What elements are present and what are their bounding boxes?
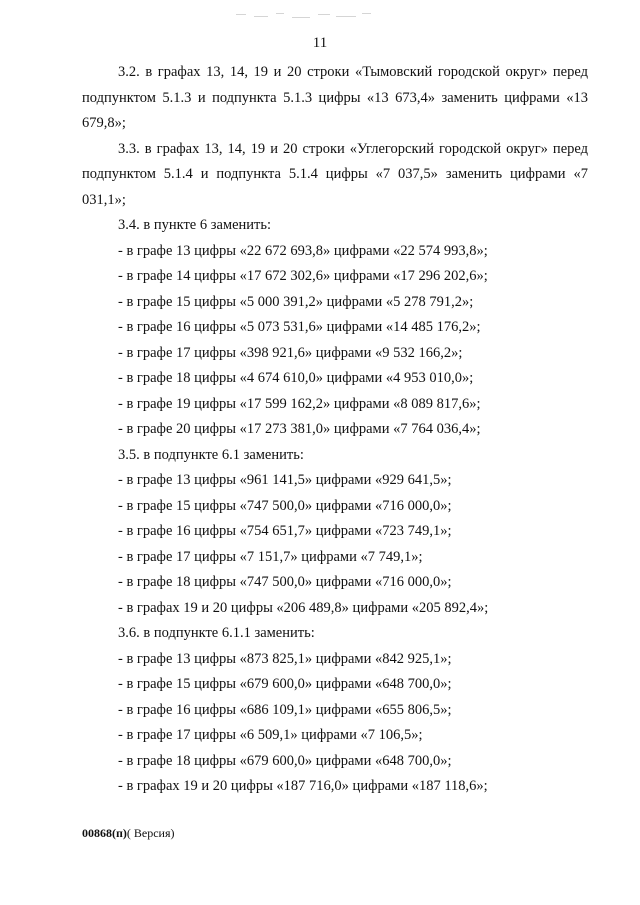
list-item: - в графе 13 цифры «961 141,5» цифрами «929 641,5»; [118, 472, 452, 488]
list-item: - в графе 16 цифры «686 109,1» цифрами «655 806,5»; [118, 701, 452, 718]
list-item: - в графах 19 и 20 цифры «206 489,8» цифрами «205 892,4»; [118, 599, 489, 616]
list-item: - в графе 17 цифры «6 509,1» цифрами «7 106,5»; [118, 727, 423, 743]
list-item: - в графе 15 цифры «5 000 391,2» цифрами «5 278 791,2»; [118, 293, 474, 310]
list-item: - в графах 19 и 20 цифры «187 716,0» цифрами «187 118,6»; [118, 778, 488, 794]
list-item: - в графе 17 цифры «398 921,6» цифрами «9 532 166,2»; [118, 344, 463, 361]
paragraph-3-3: 3.3. в графах 13, 14, 19 и 20 строки «Углегорский городской округ» перед подпунктом 5.1.4 и подпункта 5.1.4 цифры «7 037,5» заменить цифрами «7 031,1»; [82, 140, 588, 208]
list-item: - в графе 15 цифры «747 500,0» цифрами «716 000,0»; [118, 497, 452, 514]
document-body [82, 60, 588, 800]
list-item: - в графе 14 цифры «17 672 302,6» цифрами «17 296 202,6»; [118, 268, 488, 284]
section-3-6-heading: 3.6. в подпункте 6.1.1 заменить: [118, 625, 315, 641]
list-item: - в графе 20 цифры «17 273 381,0» цифрами «7 764 036,4»; [118, 421, 481, 437]
list-item: - в графе 17 цифры «7 151,7» цифрами «7 749,1»; [118, 548, 423, 565]
page-number: 11 [312, 35, 328, 51]
section-3-4-heading: 3.4. в пункте 6 заменить: [118, 217, 272, 233]
document-version: ( Версия) [126, 826, 175, 840]
scan-artifact [232, 2, 382, 22]
list-item: - в графе 15 цифры «679 600,0» цифрами «648 700,0»; [118, 676, 452, 692]
list-item: - в графе 18 цифры «747 500,0» цифрами «716 000,0»; [118, 574, 452, 590]
document-code: 00868(п) [82, 826, 127, 840]
list-item: - в графе 19 цифры «17 599 162,2» цифрами «8 089 817,6»; [118, 395, 481, 412]
list-item: - в графе 18 цифры «4 674 610,0» цифрами «4 953 010,0»; [118, 370, 474, 386]
list-item: - в графе 13 цифры «22 672 693,8» цифрами «22 574 993,8»; [118, 242, 488, 259]
paragraph-3-2: 3.2. в графах 13, 14, 19 и 20 строки «Тымовский городской округ» перед подпунктом 5.1.3 и подпункта 5.1.3 цифры «13 673,4» заменить цифрами «13 679,8»; [82, 64, 588, 131]
list-item: - в графе 13 цифры «873 825,1» цифрами «842 925,1»; [118, 650, 452, 667]
section-3-5-heading: 3.5. в подпункте 6.1 заменить: [118, 446, 304, 463]
list-item: - в графе 18 цифры «679 600,0» цифрами «648 700,0»; [118, 752, 452, 769]
document-footer [82, 826, 175, 841]
list-item: - в графе 16 цифры «754 651,7» цифрами «723 749,1»; [118, 523, 452, 539]
list-item: - в графе 16 цифры «5 073 531,6» цифрами «14 485 176,2»; [118, 319, 481, 335]
